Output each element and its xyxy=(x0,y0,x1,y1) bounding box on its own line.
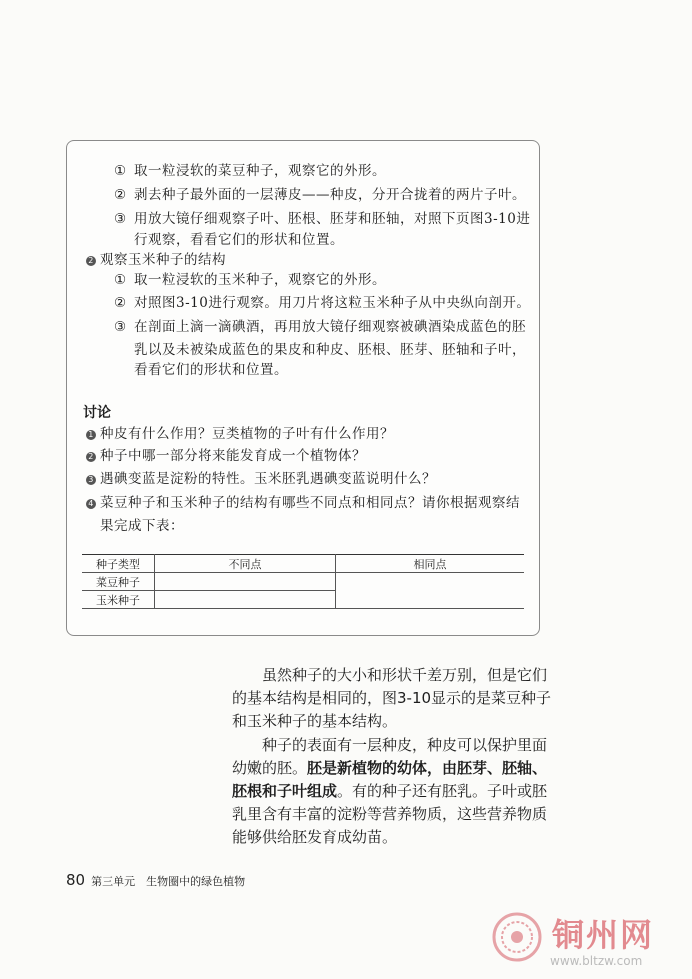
step-a-2: ② 剥去种子最外面的一层薄皮——种皮，分开合拢着的两片子叶。 xyxy=(114,187,526,203)
table-cell-empty[interactable] xyxy=(155,591,336,609)
comparison-table xyxy=(82,554,524,609)
step-a-1: ① 取一粒浸软的菜豆种子，观察它的外形。 xyxy=(114,163,386,179)
number-4-icon: 4 xyxy=(86,499,96,509)
discussion-title: 讨论 xyxy=(83,405,111,421)
step-b-1: ① 取一粒浸软的玉米种子，观察它的外形。 xyxy=(114,272,386,288)
step-b-3-cont1: 乳以及未被染成蓝色的果皮和种皮、胚根、胚芽、胚轴和子叶， xyxy=(134,342,526,358)
table-row-label: 菜豆种子 xyxy=(82,573,155,591)
table-header-cell: 不同点 xyxy=(155,555,336,573)
question-2: 2 种子中哪一部分将来能发育成一个植物体？ xyxy=(86,448,366,465)
watermark-text: 铜州网 xyxy=(552,916,655,954)
number-2-icon: 2 xyxy=(86,256,96,266)
step-a-3-cont: 行观察，看看它们的形状和位置。 xyxy=(134,232,344,248)
page-footer xyxy=(66,871,245,889)
unit-title: 第三单元 生物圈中的绿色植物 xyxy=(91,875,246,888)
number-2-icon: 2 xyxy=(86,452,96,462)
paragraph-1: 虽然种子的大小和形状千差万别，但是它们的基本结构是相同的，图3-10显示的是菜豆种子和玉米种子的基本结构。 xyxy=(232,666,552,730)
question-4: 4 菜豆种子和玉米种子的结构有哪些不同点和相同点？请你根据观察结 xyxy=(86,495,520,512)
table-row-label: 玉米种子 xyxy=(82,591,155,609)
table-header-cell: 种子类型 xyxy=(82,555,155,573)
watermark xyxy=(492,910,682,970)
watermark-url: www.bltzw.com xyxy=(550,954,643,968)
table-cell-empty[interactable] xyxy=(155,573,336,591)
step-b-2: ② 对照图3-10进行观察。用刀片将这粒玉米种子从中央纵向剖开。 xyxy=(114,295,531,311)
number-3-icon: 3 xyxy=(86,475,96,485)
number-1-icon: 1 xyxy=(86,430,96,440)
question-4-cont: 果完成下表： xyxy=(100,518,184,534)
paragraph-2: 种子的表面有一层种皮，种皮可以保护里面幼嫩的胚。胚是新植物的幼体，由胚芽、胚轴、胚根和子叶组成。有的种子还有胚乳。子叶或胚乳里含有丰富的淀粉等营养物质，这些营养物质能够供给胚发育成幼苗。 xyxy=(232,736,548,846)
step-b-3-cont2: 看看它们的形状和位置。 xyxy=(134,362,288,378)
table-header-cell: 相同点 xyxy=(336,555,525,573)
question-3: 3 遇碘变蓝是淀粉的特性。玉米胚乳遇碘变蓝说明什么？ xyxy=(86,471,436,488)
table-header-row xyxy=(82,555,524,573)
table-row xyxy=(82,573,524,591)
step-b-3: ③ 在剖面上滴一滴碘酒，再用放大镜仔细观察被碘酒染成蓝色的胚 xyxy=(114,319,526,335)
watermark-logo-icon xyxy=(492,912,542,962)
table-cell-empty[interactable] xyxy=(336,573,525,609)
step-a-3: ③ 用放大镜仔细观察子叶、胚根、胚芽和胚轴，对照下页图3-10进 xyxy=(114,211,531,227)
page-number: 80 xyxy=(66,871,86,889)
key-concept-text: 胚是新植物的幼体，由胚芽、胚轴、胚根和子叶组成 xyxy=(232,759,548,800)
section-corn-heading: 2 观察玉米种子的结构 xyxy=(86,252,226,269)
question-1: 1 种皮有什么作用？豆类植物的子叶有什么作用？ xyxy=(86,426,394,443)
